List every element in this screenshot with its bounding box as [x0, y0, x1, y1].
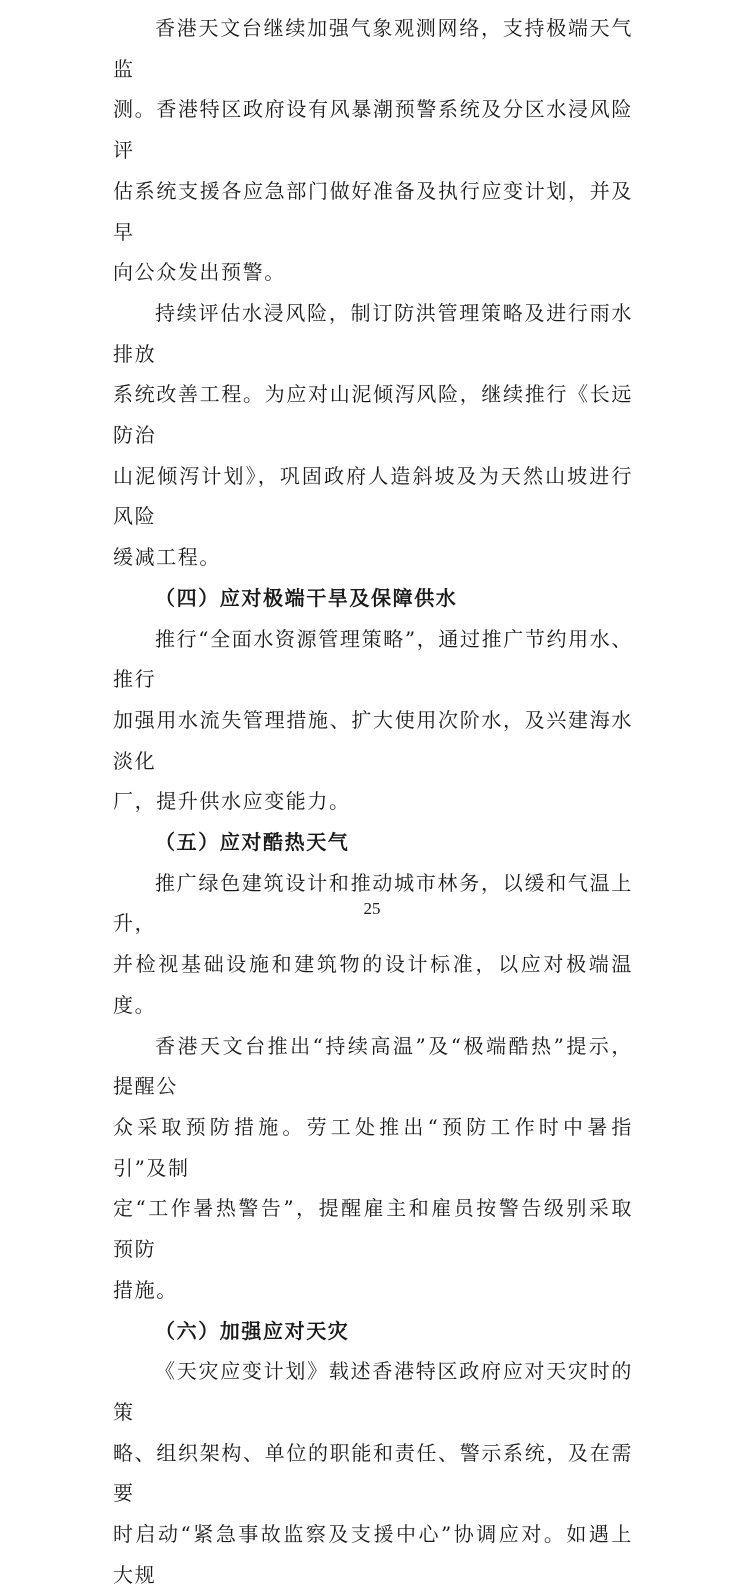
page-number: 25 — [363, 899, 381, 918]
paragraph-green-building: 推广绿色建筑设计和推动城市林务，以缓和气温上升， 并检视基础设施和建筑物的设计标准，以应对极端温度。 — [113, 870, 633, 1017]
section-heading-drought: （四）应对极端干旱及保障供水 — [155, 585, 458, 610]
paragraph-disaster-plan: 《天灾应变计划》载述香港特区政府应对天灾时的策 略、组织架构、单位的职能和责任、警示系统，及在需要 时启动“紧急事故监察及支援中心”协调应对。如遇上大规 — [113, 1359, 633, 1587]
section-heading-heat: （五）应对酷热天气 — [155, 830, 350, 855]
document-body — [113, 8, 633, 1595]
section-heading-disasters: （六）加强应对天灾 — [155, 1318, 350, 1343]
paragraph-flood-risk: 持续评估水浸风险，制订防洪管理策略及进行雨水排放 系统改善工程。为应对山泥倾泻风险，继续推行《长远防治 山泥倾泻计划》，巩固政府人造斜坡及为天然山坡进行风险 缓减工程。 — [113, 300, 633, 570]
paragraph-water-resources: 推行“全面水资源管理策略”，通过推广节约用水、推行 加强用水流失管理措施、扩大使用次阶水，及兴建海水淡化 厂，提升供水应变能力。 — [113, 626, 633, 814]
paragraph-weather-monitoring: 香港天文台继续加强气象观测网络，支持极端天气监 测。香港特区政府设有风暴潮预警系统及分区水浸风险评 估系统支援各应急部门做好准备及执行应变计划，并及早 向公众发出预警。 — [113, 16, 633, 285]
paragraph-heat-warnings: 香港天文台推出“持续高温”及“极端酷热”提示，提醒公 众采取预防措施。劳工处推出“预防工作时中暑指引”及制 定“工作暑热警告”，提醒雇主和雇员按警告级别采取预防 措施。 — [113, 1033, 633, 1302]
